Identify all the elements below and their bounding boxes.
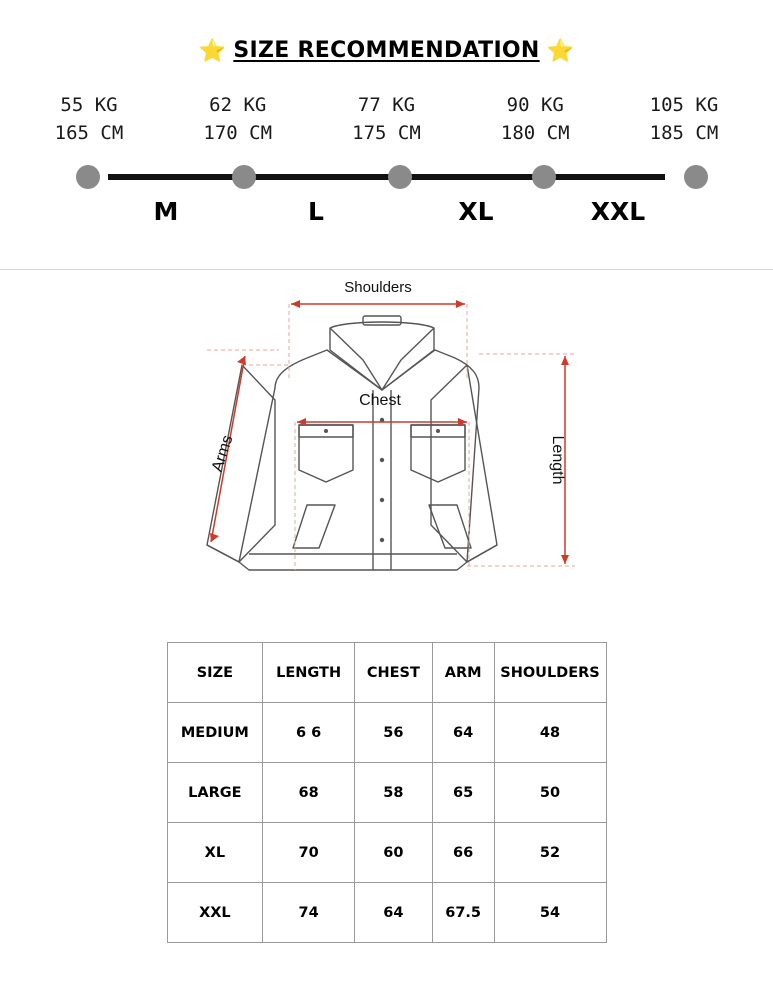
star-icon-right: ⭐ xyxy=(546,38,575,63)
measurement-column xyxy=(615,92,753,147)
cell-size: LARGE xyxy=(167,763,263,823)
right-side-pocket xyxy=(429,505,471,548)
star-icon-left: ⭐ xyxy=(198,38,227,63)
table-row xyxy=(167,703,606,763)
cell-length: 68 xyxy=(263,763,355,823)
cell-size: XL xyxy=(167,823,263,883)
weight-value: 77 KG xyxy=(357,94,416,116)
cell-length: 74 xyxy=(263,883,355,943)
shirt-measurement-diagram xyxy=(167,270,607,620)
cell-chest: 56 xyxy=(354,703,432,763)
collar-tab xyxy=(363,316,401,325)
page-title xyxy=(0,36,773,64)
right-sleeve-outline xyxy=(431,365,497,562)
size-label-xl: XL xyxy=(458,197,494,227)
page-title-text: SIZE RECOMMENDATION xyxy=(233,38,540,63)
size-labels xyxy=(20,197,753,231)
left-cuff xyxy=(207,545,239,562)
table-header-size: SIZE xyxy=(167,643,263,703)
measurement-column xyxy=(169,92,307,147)
table-header-shoulders: SHOULDERS xyxy=(494,643,606,703)
height-value: 170 CM xyxy=(203,121,273,144)
height-value: 180 CM xyxy=(500,121,570,144)
shoulders-label: Shoulders xyxy=(343,279,412,296)
table-header-chest: CHEST xyxy=(354,643,432,703)
cell-length: 6 6 xyxy=(263,703,355,763)
size-label-m: M xyxy=(153,197,179,227)
table-header-row xyxy=(167,643,606,703)
collar-outline xyxy=(330,322,434,390)
weight-value: 55 KG xyxy=(60,94,118,116)
table-row xyxy=(167,763,606,823)
table-header-length: LENGTH xyxy=(263,643,355,703)
cell-arm: 66 xyxy=(432,823,494,883)
cell-arm: 64 xyxy=(432,703,494,763)
scale-dot xyxy=(232,165,256,189)
measure-arrows xyxy=(210,300,569,564)
table-row xyxy=(167,823,606,883)
scale-dot xyxy=(684,165,708,189)
scale-track xyxy=(20,157,753,197)
measurement-column xyxy=(466,92,604,147)
left-pocket xyxy=(299,425,353,482)
height-value: 185 CM xyxy=(649,121,719,144)
collar-fold xyxy=(330,328,434,390)
weight-value: 105 KG xyxy=(649,94,719,116)
size-table-section xyxy=(0,630,773,943)
height-value: 175 CM xyxy=(352,121,421,144)
table-row xyxy=(167,883,606,943)
table-header-arm: ARM xyxy=(432,643,494,703)
cell-arm: 67.5 xyxy=(432,883,494,943)
cell-shoulders: 52 xyxy=(494,823,606,883)
size-label-l: L xyxy=(308,197,324,227)
height-value: 165 CM xyxy=(54,121,124,144)
scale-dot xyxy=(388,165,412,189)
cell-size: XXL xyxy=(167,883,263,943)
weight-value: 62 KG xyxy=(209,94,267,116)
arms-label: Arms xyxy=(208,433,237,474)
size-label-xxl: XXL xyxy=(590,197,646,227)
cell-arm: 65 xyxy=(432,763,494,823)
size-scale xyxy=(20,92,753,242)
measurement-columns xyxy=(20,92,753,147)
cell-shoulders: 50 xyxy=(494,763,606,823)
cell-shoulders: 54 xyxy=(494,883,606,943)
right-pocket xyxy=(411,425,465,482)
cell-shoulders: 48 xyxy=(494,703,606,763)
weight-value: 90 KG xyxy=(506,94,564,116)
chest-label: Chest xyxy=(358,392,401,409)
measurement-column xyxy=(20,92,158,147)
cell-chest: 60 xyxy=(354,823,432,883)
scale-bar xyxy=(108,174,665,180)
garment-diagram-section xyxy=(0,270,773,630)
cell-chest: 64 xyxy=(354,883,432,943)
cell-chest: 58 xyxy=(354,763,432,823)
cell-size: MEDIUM xyxy=(167,703,263,763)
scale-dot xyxy=(532,165,556,189)
cell-length: 70 xyxy=(263,823,355,883)
scale-dot xyxy=(76,165,100,189)
size-recommendation-section xyxy=(0,0,773,270)
measurement-column xyxy=(318,92,456,147)
size-table xyxy=(167,642,607,943)
length-label: Length xyxy=(548,435,566,485)
left-side-pocket xyxy=(293,505,335,548)
